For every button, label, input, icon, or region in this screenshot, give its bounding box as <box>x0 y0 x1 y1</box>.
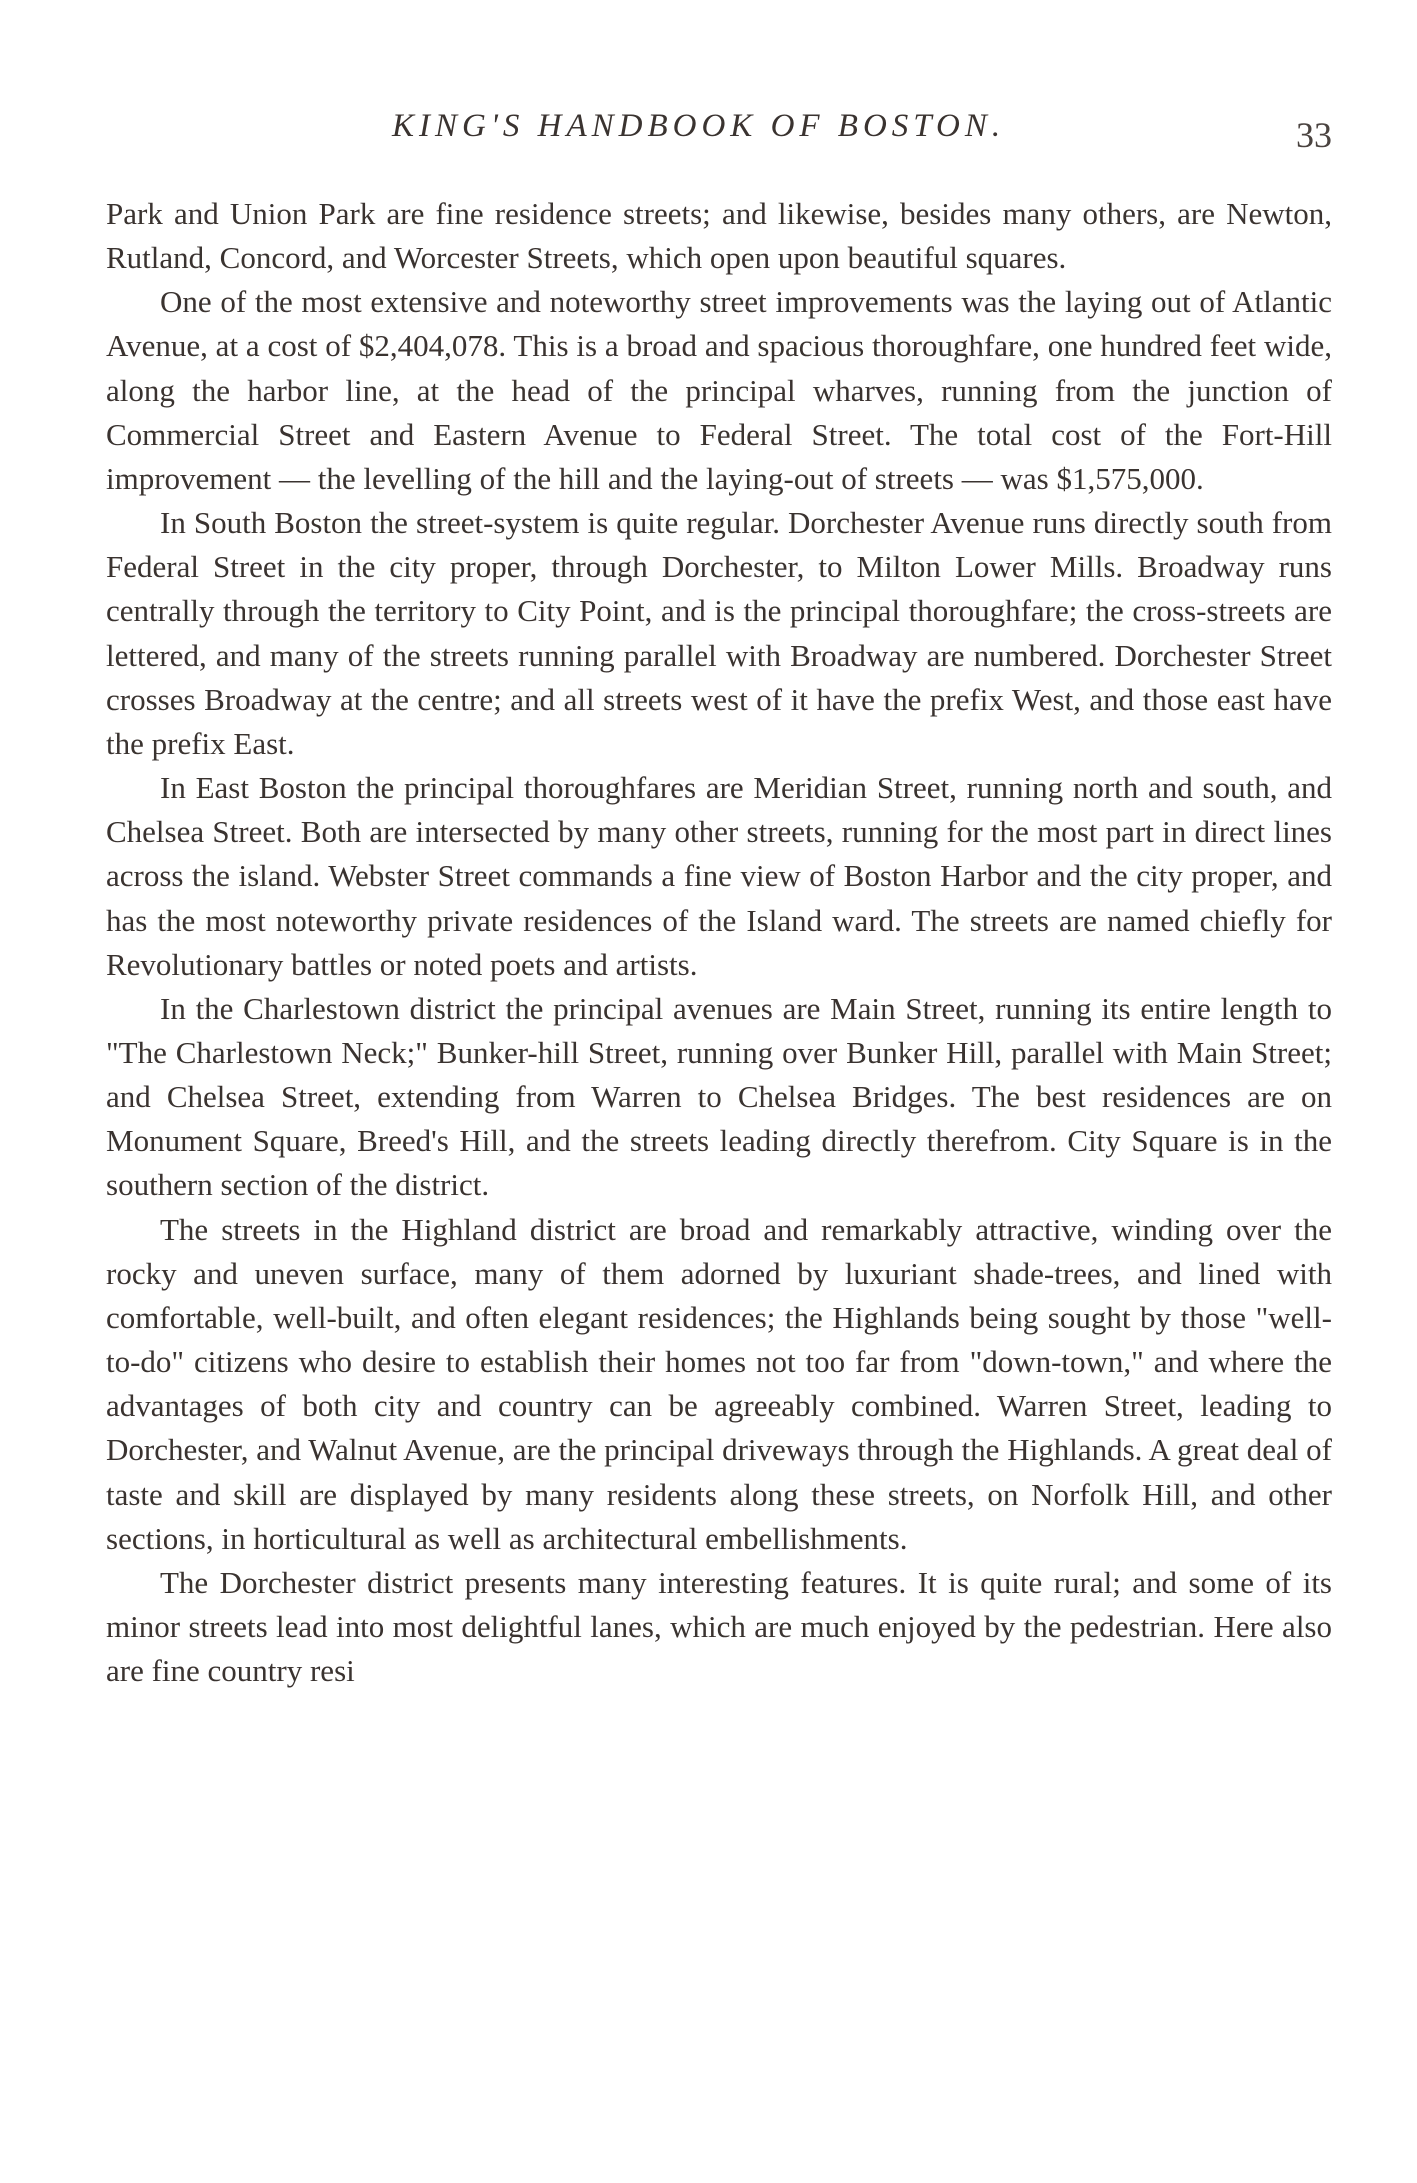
running-head <box>106 108 1338 158</box>
page-number: 33 <box>1296 115 1332 155</box>
running-title: KING'S HANDBOOK OF BOSTON. <box>392 108 1006 144</box>
paragraph-east-boston: In East Boston the principal thoroughfares are Meridian Street, running north and south, and Chelsea Street. Both are intersected by many other streets, running for the most part in direct lines across the island. Webster Street commands a fine view of Boston Harbor and the city proper, and has the most noteworthy private residences of the Island ward. The streets are named chiefly for Revolutionary battles or noted poets and artists. <box>106 770 1332 982</box>
paragraph-dorchester: The Dorchester district presents many interesting features. It is quite rural; and some of its minor streets lead into most delightful lanes, which are much enjoyed by the pedestrian. Here also are fine country resi <box>106 1564 1332 1689</box>
paragraph-atlantic-avenue: One of the most extensive and noteworthy street improvements was the laying out of Atlantic Avenue, at a cost of $2,404,078. This is a broad and spacious thoroughfare, one hundred feet wide, along the harbor line, at the head of the principal wharves, running from the junction of Commercial Street and Eastern Avenue to Federal Street. The total cost of the Fort-Hill improvement — the levelling of the hill and the laying-out of streets — was $1,575,000. <box>106 284 1332 496</box>
paragraph-south-boston: In South Boston the street-system is quite regular. Dorchester Avenue runs directly south from Federal Street in the city proper, through Dorchester, to Milton Lower Mills. Broadway runs centrally through the territory to City Point, and is the principal thoroughfare; the cross-streets are lettered, and many of the streets running parallel with Broadway are numbered. Dorchester Street crosses Broadway at the centre; and all streets west of it have the prefix West, and those east have the prefix East. <box>106 505 1332 761</box>
paragraph-charlestown: In the Charlestown district the principal avenues are Main Street, running its entire length to "The Charlestown Neck;" Bunker-hill Street, running over Bunker Hill, parallel with Main Street; and Chelsea Street, extending from Warren to Chelsea Bridges. The best residences are on Monument Square, Breed's Hill, and the streets leading directly therefrom. City Square is in the southern section of the district. <box>106 990 1332 1203</box>
paragraph-highland: The streets in the Highland district are broad and remarkably attractive, winding over the rocky and uneven surface, many of them adorned by luxuriant shade-trees, and lined with comfortable, well-built, and often elegant residences; the Highlands being sought by those "well-to-do" citizens who desire to establish their homes not too far from "down-town," and where the advantages of both city and country can be agreeably combined. Warren Street, leading to Dorchester, and Walnut Avenue, are the principal driveways through the Highlands. A great deal of taste and skill are displayed by many residents along these streets, on Norfolk Hill, and other sections, in horticultural as well as architectural embellishments. <box>106 1211 1332 1556</box>
paragraph-park-streets: Park and Union Park are fine residence streets; and likewise, besides many others, are Newton, Rutland, Concord, and Worcester Streets, which open upon beautiful squares. <box>106 196 1332 276</box>
body-text <box>106 192 1332 1693</box>
